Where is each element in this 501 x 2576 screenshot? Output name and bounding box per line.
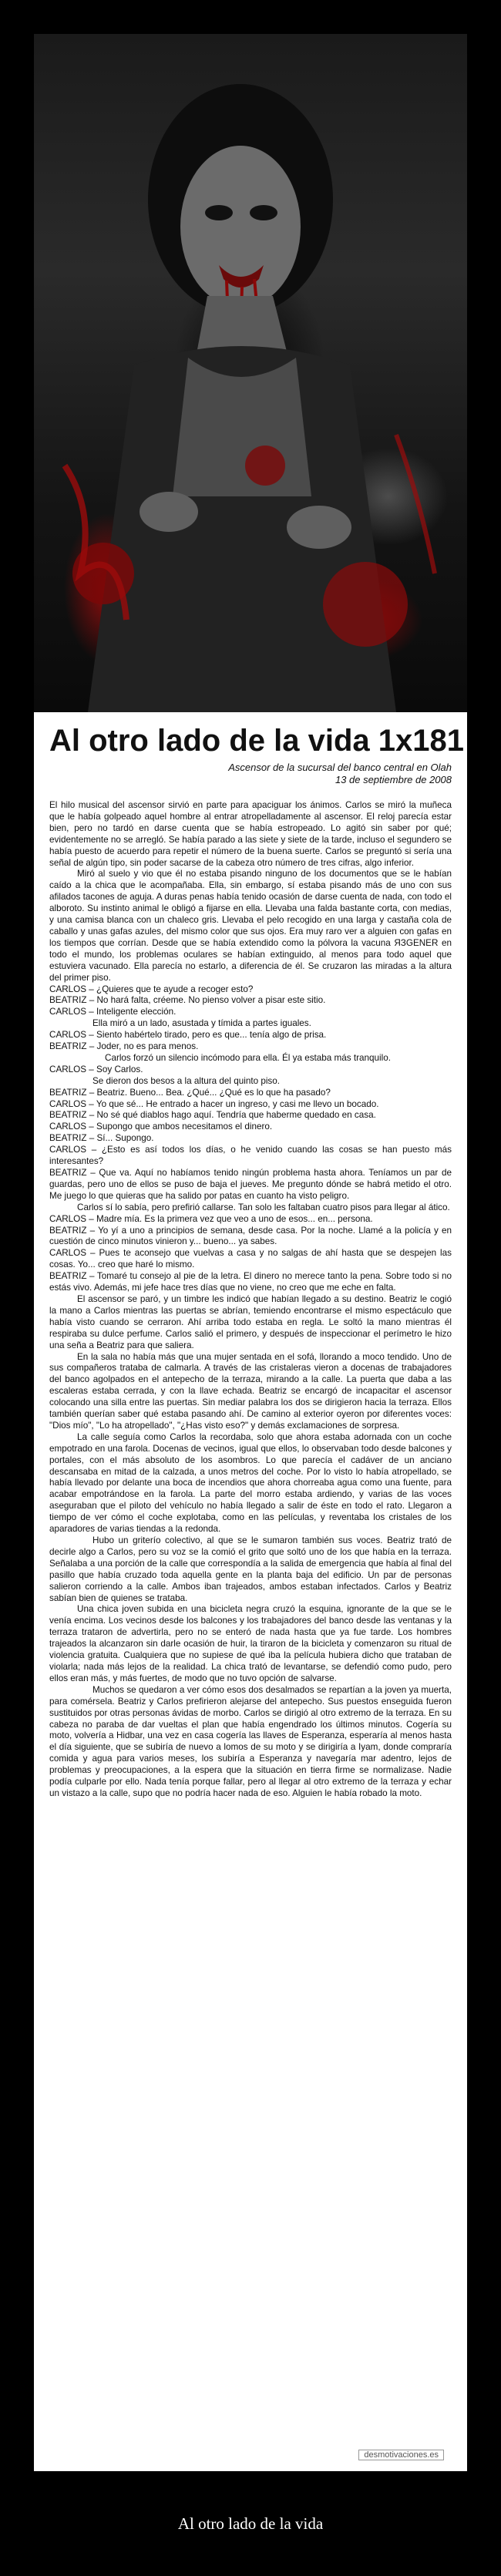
story-paragraph: CARLOS – ¿Quieres que te ayude a recoger esto? — [49, 984, 254, 994]
story-paragraph: Ella miró a un lado, asustada y tímida a partes iguales. — [92, 1018, 311, 1029]
chest — [173, 358, 311, 496]
chapter-subtitle — [49, 762, 452, 786]
story-paragraph: CARLOS – Pues te aconsejo que vuelvas a casa y no salgas de ahí hasta que se despejen las cosas. Yo... creo que haré lo mismo. — [49, 1248, 452, 1270]
subtitle-location: Ascensor de la sucursal del banco central en Olah — [228, 762, 452, 773]
story-body — [34, 800, 467, 1800]
story-paragraph: BEATRIZ – Yo yí a uno a principios de semana, desde casa. Por la noche. Llamé a la policía y en cuestión de cinco minutos vinieron y... bueno... ya sabes. — [49, 1225, 452, 1247]
story-paragraph: Carlos sí lo sabía, pero prefirió callarse. Tan solo les faltaban cuatro pisos para llegar al ático. — [77, 1202, 450, 1212]
story-paragraph: BEATRIZ – Tomaré tu consejo al pie de la letra. El dinero no merece tanto la pena. Sobre todo si no estás vivo. Además, mi jefe hace tres días que no viene, no creo que me eche en falta. — [49, 1271, 452, 1293]
story-paragraph: CARLOS – Madre mía. Es la primera vez que veo a uno de esos... en... persona. — [49, 1213, 373, 1224]
story-paragraph: Una chica joven subida en una bicicleta negra cruzó la esquina, ignorante de la que se le venía encima. Los vecinos desde los balcones y los trabajadores del banco desde las ventanas y la terraza trataron de advertirla, pero no se enteró de nada hasta que ya fue tarde. Los hombres trajeados la alcanzaron sin darle ocasión de huir, la tiraron de la bicicleta y comenzaron su ritual de violencia gratuita. Cualquiera que no supiese de qué iba la película hubiera dicho que trataban de violarla; nada más lejos de la realidad. La chica trató de levantarse, se defendió como pudo, pero ellos eran más, y más fuertes, de modo que no tuvo opción de salvarse. — [49, 1604, 452, 1683]
watermark: desmotivaciones.es — [358, 2450, 444, 2460]
story-paragraph: El hilo musical del ascensor sirvió en parte para apaciguar los ánimos. Carlos se miró la muñeca que le había golpeado aquel hombre al entrar atropelladamente al ascensor. El reloj parecía estar bien, pero no tardó en darse cuenta que se había estropeado. Lo agitó sin saber por qué; evidentemente no se arregló. Se había parado a las siete y siete de la tarde, incluso el segundero se había puesto de acuerdo para repetir el número de la buena suerte. Carlos se preguntó si sería una señal de algún tipo, sin poder sacarse de la cabeza otro número de tres cifras, algo inferior. — [49, 800, 452, 868]
left-hand — [140, 492, 198, 532]
hero-illustration — [34, 34, 467, 712]
story-paragraph: BEATRIZ – Que va. Aquí no habíamos tenido ningún problema hasta ahora. Teníamos un par de guardas, pero uno de ellos se puso de baja el jueves. Me pregunto dónde se habrá metido el otro. Me juego lo que quieras que ha salido por patas en cuanto ha visto peligro. — [49, 1168, 452, 1201]
story-paragraph: En la sala no había más que una mujer sentada en el sofá, llorando a moco tendido. Uno de sus compañeros trataba de calmarla. A través de las cristaleras vieron a docenas de trabajadores del banco agolpados en el antepecho de la terraza, mirando a la calle. La puerta que daba a las escaleras estaba cerrada, y con la llave echada. Beatriz se encargó de incapacitar el ascensor colocando una silla entre las puertas. Sin mediar palabra los dos se dirigieron hacia la terraza. Ellos también querían saber qué estaba pasando ahí. De camino al exterior oyeron por diferentes voces: "Dios mío", "Lo ha atropellado", "¿Has visto eso?" y demás exclamaciones de sorpresa. — [49, 1351, 452, 1431]
story-paragraph: CARLOS – Supongo que ambos necesitamos el dinero. — [49, 1122, 273, 1132]
blood-streak — [396, 435, 435, 573]
story-paragraph: El ascensor se paró, y un timbre les indicó que habían llegado a su destino. Beatriz le cogió la mano a Carlos mientras las puertas se abrían, temiendo encontrarse el mismo espectáculo que había visto cuando se cerraron. Ahí arriba todo estaba en regla. Le soltó la mano mientras él respiraba su dulce perfume. Carlos salió el primero, y después de inspeccionar el perímetro le hizo una seña a Beatriz para que saliera. — [49, 1293, 452, 1350]
blood-splatter — [323, 562, 408, 647]
story-paragraph: Miró al suelo y vio que él no estaba pisando ninguno de los documentos que se le habían caído a la chica que le acompañaba. Ella, sin embargo, sí estaba pisando más de uno con sus afilados tacones de aguja. A duras penas había tenido ocasión de darse cuenta de nada, con todo el alboroto. Su instinto animal le obligó a fijarse en ella. Llevaba una falda bastante corta, con medias, y una camisa blanca con un chaleco gris. Llevaba el pelo recogido en una larga y castaña cola de caballo y unas gafas azules, del mismo color que sus ojos. Era muy raro ver a alguien con gafas en los tiempos que corrían. Desde que se había extendido como la pólvora la vacuna ЯЗGENER en todo el mundo, los problemas oculares se habían extinguido, al menos para todo aquel que estuviera vacunado. Ella parecía no estarlo, a diferencia de él. Se cruzaron las miradas a la altura del primer piso. — [49, 869, 452, 983]
story-paragraph: BEATRIZ – Joder, no es para menos. — [49, 1041, 199, 1052]
story-paragraph: CARLOS – Siento habértelo tirado, pero es que... tenía algo de prisa. — [49, 1030, 327, 1041]
poster-frame — [34, 34, 467, 2471]
story-paragraph: CARLOS – Inteligente elección. — [49, 1007, 177, 1017]
hero-image-zombie-woman — [34, 34, 467, 712]
chapter-title: Al otro lado de la vida 1x181 — [49, 724, 464, 758]
blood-splatter — [245, 446, 285, 486]
story-paragraph: Muchos se quedaron a ver cómo esos dos desalmados se repartían a la joven ya muerta, para comérsela. Beatriz y Carlos prefirieron alejarse del antepecho. Sus puestos enseguida fueron sustituidos por otras personas ávidas de morbo. Carlos se dirigió al otro extremo de la terraza. En su cabeza no paraba de dar vueltas el plan que había engendrado los últimos minutos. Cogería su moto, volvería a Hidbar, una vez en casa cogería las llaves de Esperanza, esperaría al menos hasta el día siguiente, que se subiría de nuevo a lomos de su moto y se dirigiría a Iyam, donde compraría comida y agua para varios meses, los subiría a Esperanza y navegaría mar adentro, lejos de problemas y preocupaciones, a la espera que la situación en tierra firme se normalizase. Nadie podía culparle por ello. Nada tenía porque fallar, pero al llegar al otro extremo de la terraza y echar un vistazo a la calle, supo que no podría hacer nada de eso. Alguien le había robado la moto. — [49, 1684, 452, 1798]
right-eye — [250, 205, 277, 220]
story-paragraph: Carlos forzó un silencio incómodo para ella. Él ya estaba más tranquilo. — [105, 1052, 391, 1063]
story-paragraph: BEATRIZ – Sí... Supongo. — [49, 1133, 154, 1144]
story-paragraph: Hubo un griterío colectivo, al que se le sumaron también sus voces. Beatriz trató de decirle algo a Carlos, pero su voz se la comió el grito que soltó uno de los que había en la terraza. Señalaba a una porción de la calle que correspondía a la salida de emergencia que había al final del pasillo que había cruzado toda aquella gente en la planta baja del edificio. Un par de personas salieron corriendo a la calle. Ambos iban trajeados, ambos estaban infectados. Carlos y Beatriz sabían bien de quienes se trataba. — [49, 1535, 452, 1603]
story-paragraph: CARLOS – Yo que sé... He entrado a hacer un ingreso, y casi me llevo un bocado. — [49, 1098, 379, 1109]
left-eye — [205, 205, 233, 220]
title-block — [34, 723, 467, 786]
story-paragraph: CARLOS – ¿Esto es así todos los días, o he venido cuando las cosas se han puesto más interesantes? — [49, 1145, 452, 1167]
story-paragraph: BEATRIZ – Beatriz. Bueno... Bea. ¿Qué... ¿Qué es lo que ha pasado? — [49, 1087, 331, 1098]
story-paragraph: Se dieron dos besos a la altura del quinto piso. — [92, 1075, 281, 1086]
story-paragraph: BEATRIZ – No hará falta, créeme. No pienso volver a pisar este sitio. — [49, 995, 326, 1006]
story-paragraph: La calle seguía como Carlos la recordaba, solo que ahora estaba adornada con un coche empotrado en una farola. Docenas de vecinos, igual que ellos, lo observaban todo desde balcones y portales, con el más absoluto de los asombros. Lo que parecía el cadáver de un anciano descansaba en mitad de la calzada, a unos metros del coche. Por lo visto lo había atropellado, se había llevado por delante una boca de incendios que ahora chorreaba agua como una fuente, para acabar empotrándose en la farola. La parte del morro estaba ardiendo, y varias de las voces aseguraban que el piloto del vehículo no había llegado a salir de éste en todo el rato. Llegaron a tiempo de ver cómo el coche explotaba, como en las películas, y reventaba los cristales de los aparadores de varias tiendas a la redonda. — [49, 1431, 452, 1535]
story-paragraph: CARLOS – Soy Carlos. — [49, 1064, 143, 1074]
poster-caption: Al otro lado de la vida — [177, 2514, 324, 2533]
subtitle-date: 13 de septiembre de 2008 — [335, 774, 452, 785]
right-hand — [287, 506, 351, 549]
story-paragraph: BEATRIZ – No sé qué diablos hago aquí. Tendría que haberme quedado en casa. — [49, 1110, 376, 1121]
